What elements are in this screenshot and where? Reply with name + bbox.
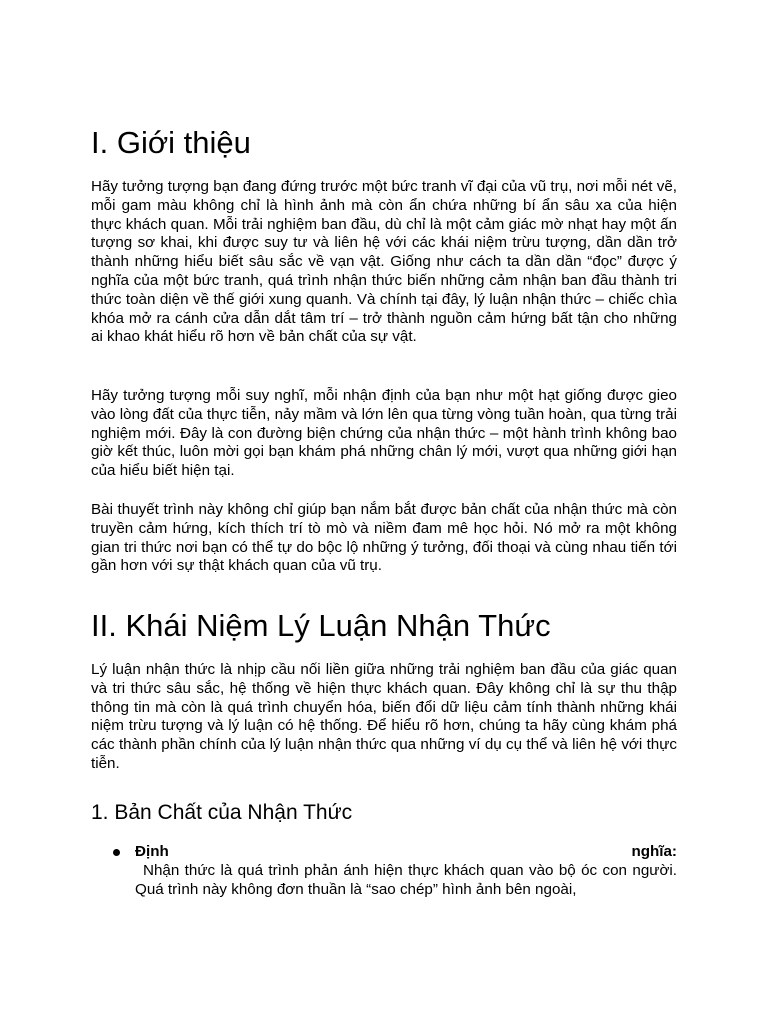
- list-item: [91, 843, 677, 899]
- term-line: [135, 843, 677, 862]
- bullet-list: [91, 843, 677, 899]
- definition-text: Nhận thức là quá trình phản ánh hiện thực khách quan vào bộ óc con người. Quá trình này không đơn thuần là “sao chép” hình ảnh bên ngoài,: [135, 861, 677, 898]
- term-label-part1: Định: [135, 843, 169, 860]
- section-2-heading: II. Khái Niệm Lý Luận Nhận Thức: [91, 608, 551, 643]
- section-1-heading: I. Giới thiệu: [91, 125, 251, 160]
- section-2-paragraph-1: Lý luận nhận thức là nhịp cầu nối liền giữa những trải nghiệm ban đầu của giác quan và tri thức sâu sắc, hệ thống về hiện thực khách quan. Đây không chỉ là sự thu thập thông tin mà còn là quá trình chuyển hóa, biến đổi dữ liệu cảm tính thành những khái niệm trừu tượng và lý luận có hệ thống. Để hiểu rõ hơn, chúng ta hãy cùng khám phá các thành phần chính của lý luận nhận thức qua những ví dụ cụ thể và liên hệ với thực tiễn.: [91, 661, 677, 772]
- bullet-icon: [113, 849, 120, 856]
- section-1-paragraph-3: Bài thuyết trình này không chỉ giúp bạn nắm bắt được bản chất của nhận thức mà còn truyền cảm hứng, kích thích trí tò mò và niềm đam mê học hỏi. Nó mở ra một không gian tri thức nơi bạn có thể tự do bộc lộ những ý tưởng, đối thoại và cùng nhau tiến tới gần hơn với sự thật khách quan của vũ trụ.: [91, 501, 677, 575]
- term-label-part2: nghĩa:: [631, 843, 677, 860]
- section-1-paragraph-2: Hãy tưởng tượng mỗi suy nghĩ, mỗi nhận định của bạn như một hạt giống được gieo vào lòng đất của thực tiễn, nảy mầm và lớn lên qua từng vòng tuần hoàn, qua từng trải nghiệm mới. Đây là con đường biện chứng của nhận thức – một hành trình không bao giờ kết thúc, luôn mời gọi bạn khám phá những chân lý mới, vượt qua những giới hạn của hiểu biết hiện tại.: [91, 387, 677, 480]
- section-1-paragraph-1: Hãy tưởng tượng bạn đang đứng trước một bức tranh vĩ đại của vũ trụ, nơi mỗi nét vẽ, mỗi gam màu không chỉ là hình ảnh mà còn ẩn chứa những bí ẩn sâu xa của hiện thực khách quan. Mỗi trải nghiệm ban đầu, dù chỉ là một cảm giác mờ nhạt hay một ấn tượng sơ khai, khi được suy tư và liên hệ với các khái niệm trừu tượng, dần dần trở thành những hiểu biết sâu sắc về vạn vật. Giống như cách ta dần dần “đọc” được ý nghĩa của một bức tranh, quá trình nhận thức biến những cảm nhận ban đầu thành tri thức toàn diện về thế giới xung quanh. Và chính tại đây, lý luận nhận thức – chiếc chìa khóa mở ra cánh cửa dẫn dắt tâm trí – trở thành nguồn cảm hứng bất tận cho những ai khao khát hiểu rõ hơn về bản chất của sự vật.: [91, 178, 677, 346]
- subsection-1-heading: 1. Bản Chất của Nhận Thức: [91, 801, 353, 824]
